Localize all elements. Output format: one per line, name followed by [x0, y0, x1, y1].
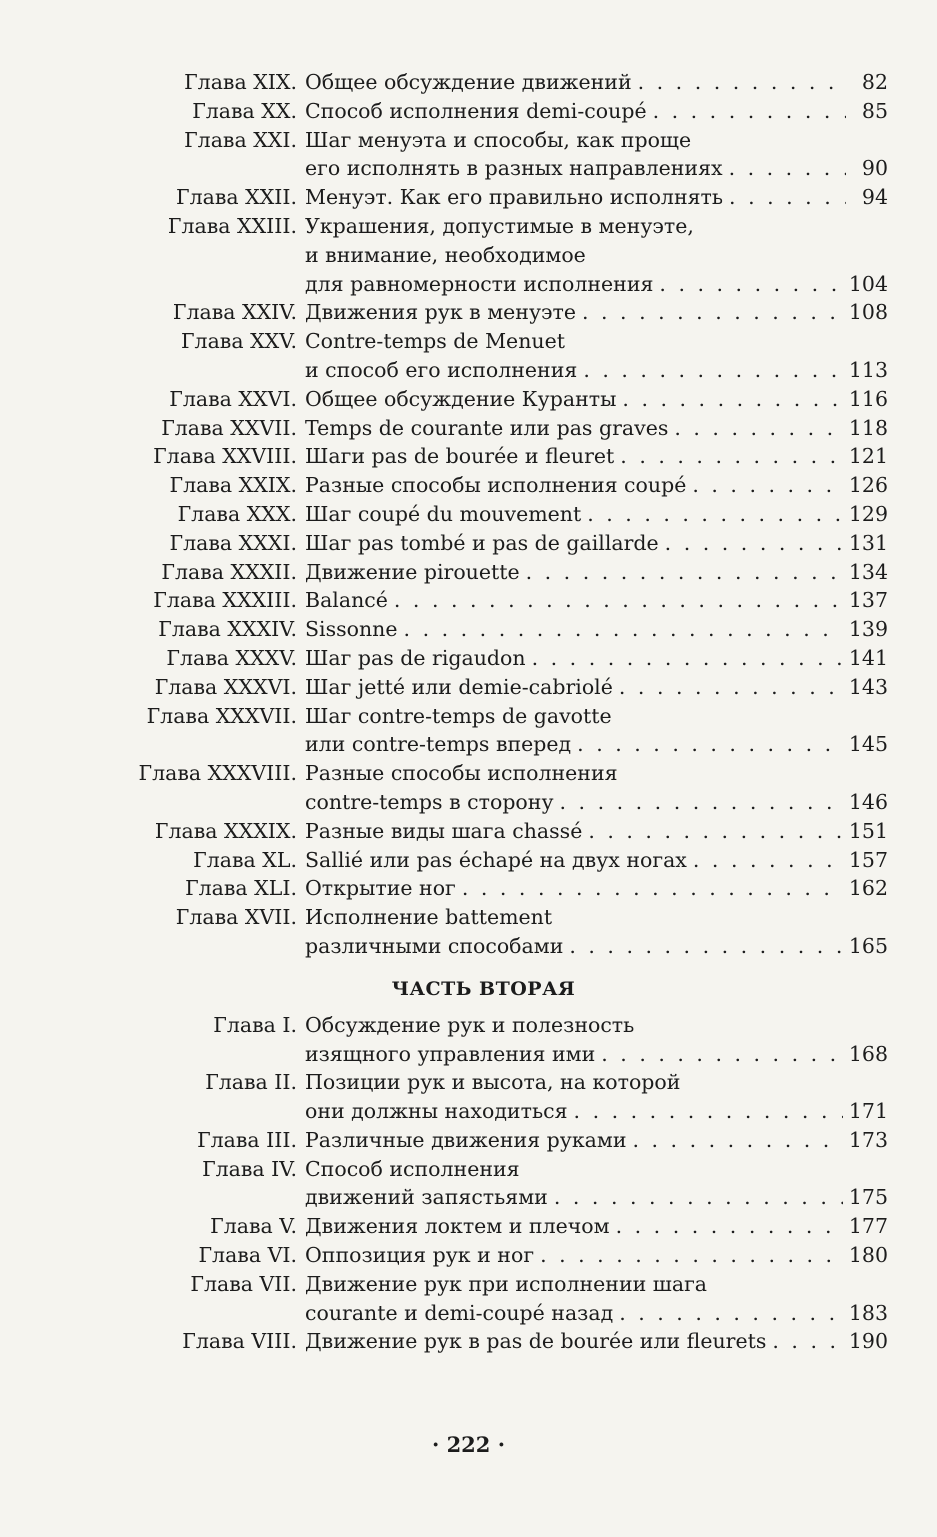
page-ref: 116	[848, 386, 888, 411]
dot-leader	[574, 1097, 843, 1126]
chapter-number: Глава XXVI.	[169, 386, 297, 411]
chapter-title-line	[305, 356, 888, 385]
chapter-title-line	[305, 1212, 888, 1241]
chapter-title-block	[305, 874, 888, 903]
page-ref: 183	[848, 1300, 888, 1325]
chapter-title-text: Движение pirouette	[305, 559, 520, 584]
chapter-title-block	[305, 1011, 888, 1069]
chapter-number: Глава XLI.	[185, 876, 297, 901]
chapter-number: Глава IV.	[202, 1156, 297, 1181]
chapter-title-text: Разные способы исполнения	[305, 761, 618, 786]
page-ref: 108	[848, 300, 888, 325]
toc-entry	[0, 586, 937, 615]
chapter-number: Глава XXXIX.	[154, 818, 297, 843]
chapter-title-text: Движения локтем и плечом	[305, 1214, 610, 1239]
chapter-title-block	[305, 1270, 888, 1328]
dot-leader	[583, 356, 843, 385]
toc-entry	[0, 529, 937, 558]
dot-leader	[674, 414, 843, 443]
chapter-title-text: Оппозиция рук и ног	[305, 1243, 535, 1268]
page-ref: 90	[861, 156, 888, 181]
page-ref: 113	[848, 357, 888, 382]
page-ref: 139	[848, 617, 888, 642]
page-ref: 165	[848, 933, 888, 958]
chapter-title-block	[305, 846, 888, 875]
chapter-number: Глава XXIII.	[167, 213, 297, 238]
chapter-title-text: Открытие ног	[305, 876, 456, 901]
dot-leader	[577, 730, 843, 759]
chapter-title-block	[305, 471, 888, 500]
dot-leader	[404, 615, 843, 644]
dot-leader	[729, 183, 846, 212]
page-ref: 151	[848, 818, 888, 843]
toc-entry	[0, 97, 937, 126]
dot-leader	[560, 788, 843, 817]
chapter-title-block	[305, 126, 888, 184]
dot-leader	[532, 644, 843, 673]
chapter-title-line	[305, 500, 888, 529]
toc-entry	[0, 874, 937, 903]
toc-entry	[0, 414, 937, 443]
chapter-title-line	[305, 1327, 888, 1356]
page-ref: 145	[848, 732, 888, 757]
toc-entry	[0, 442, 937, 471]
chapter-title-text: Исполнение battement	[305, 905, 553, 930]
chapter-title-text: Balancé	[305, 588, 388, 613]
toc-entry	[0, 1155, 937, 1213]
chapter-title-block	[305, 212, 888, 298]
chapter-title-block	[305, 586, 888, 615]
chapter-title-block	[305, 385, 888, 414]
chapter-title-line	[305, 586, 888, 615]
page-ref: 162	[848, 876, 888, 901]
chapter-title-line	[305, 442, 888, 471]
chapter-title-line	[305, 644, 888, 673]
chapter-title-line	[305, 558, 888, 587]
toc-entry	[0, 1270, 937, 1328]
page-ref: 121	[848, 444, 888, 469]
chapter-title-line	[305, 1040, 888, 1069]
chapter-title-line	[305, 903, 888, 932]
chapter-title-block	[305, 558, 888, 587]
toc-entry	[0, 1126, 937, 1155]
toc-entry	[0, 212, 937, 298]
page-ref: 134	[848, 559, 888, 584]
toc-entry	[0, 500, 937, 529]
dot-leader	[462, 874, 843, 903]
toc-part-two	[0, 1011, 937, 1357]
chapter-title-block	[305, 615, 888, 644]
chapter-title-block	[305, 183, 888, 212]
chapter-title-line	[305, 1068, 888, 1097]
chapter-title-text: Sallié или pas échapé на двух ногах	[305, 847, 687, 872]
chapter-title-line	[305, 1299, 888, 1328]
chapter-title-line	[305, 846, 888, 875]
chapter-number: Глава XXXIII.	[153, 588, 297, 613]
toc-entry	[0, 1011, 937, 1069]
chapter-title-line	[305, 183, 888, 212]
toc-entry	[0, 644, 937, 673]
chapter-title-text: contre-temps в сторону	[305, 789, 554, 814]
toc-part-one	[0, 68, 937, 961]
chapter-number: Глава XXXIV.	[158, 617, 297, 642]
chapter-title-line	[305, 529, 888, 558]
chapter-title-block	[305, 1327, 888, 1356]
chapter-title-line	[305, 154, 888, 183]
page-ref: 173	[848, 1127, 888, 1152]
chapter-title-text: Contre-temps de Menuet	[305, 329, 565, 354]
chapter-number: Глава XXVIII.	[153, 444, 297, 469]
chapter-title-block	[305, 759, 888, 817]
chapter-title-block	[305, 442, 888, 471]
toc-entry	[0, 558, 937, 587]
chapter-title-text: Шаг pas tombé и pas de gaillarde	[305, 530, 659, 555]
chapter-title-block	[305, 500, 888, 529]
dot-leader	[692, 471, 843, 500]
chapter-title-line	[305, 615, 888, 644]
toc-entry	[0, 183, 937, 212]
chapter-title-text: Шаг jetté или demie-cabriolé	[305, 674, 613, 699]
dot-leader	[569, 932, 843, 961]
toc-entry	[0, 846, 937, 875]
chapter-title-line	[305, 1241, 888, 1270]
chapter-title-line	[305, 788, 888, 817]
chapter-title-text: Различные движения руками	[305, 1127, 627, 1152]
chapter-title-line	[305, 126, 888, 155]
chapter-number: Глава XXXVI.	[154, 674, 297, 699]
chapter-title-text: Шаг coupé du mouvement	[305, 501, 582, 526]
toc-entry	[0, 1212, 937, 1241]
chapter-title-line	[305, 874, 888, 903]
page-ref: 94	[861, 185, 888, 210]
chapter-title-line	[305, 414, 888, 443]
chapter-title-text: Позиции рук и высота, на которой	[305, 1070, 681, 1095]
chapter-title-line	[305, 241, 888, 270]
dot-leader	[526, 558, 843, 587]
chapter-title-text: его исполнять в разных направлениях	[305, 156, 723, 181]
chapter-title-text: courante и demi-coupé назад	[305, 1300, 614, 1325]
page-ref: 177	[848, 1214, 888, 1239]
toc-entry	[0, 1327, 937, 1356]
chapter-title-line	[305, 1011, 888, 1040]
dot-leader	[729, 154, 846, 183]
chapter-number: Глава VIII.	[182, 1329, 297, 1354]
chapter-title-text: движений запястьями	[305, 1185, 548, 1210]
chapter-title-line	[305, 1126, 888, 1155]
chapter-title-block	[305, 1241, 888, 1270]
page-ref: 143	[848, 674, 888, 699]
chapter-number: Глава XVII.	[175, 905, 297, 930]
chapter-title-line	[305, 327, 888, 356]
chapter-title-text: Движение рук при исполнении шага	[305, 1271, 708, 1296]
chapter-title-text: Движения рук в менуэте	[305, 300, 576, 325]
chapter-title-line	[305, 817, 888, 846]
chapter-title-block	[305, 644, 888, 673]
chapter-number: Глава XXVII.	[161, 415, 297, 440]
chapter-title-text: Способ исполнения demi-coupé	[305, 98, 647, 123]
toc-entry	[0, 68, 937, 97]
page-ref: 180	[848, 1243, 888, 1268]
chapter-number: Глава XIX.	[184, 70, 297, 94]
dot-leader	[587, 500, 843, 529]
chapter-number: Глава XXXII.	[161, 559, 297, 584]
dot-leader	[554, 1183, 843, 1212]
chapter-title-text: Шаг pas de rigaudon	[305, 645, 526, 670]
chapter-number: Глава I.	[213, 1012, 297, 1037]
chapter-title-text: или contre-temps вперед	[305, 732, 572, 757]
chapter-title-block	[305, 1068, 888, 1126]
toc-entry	[0, 673, 937, 702]
chapter-title-block	[305, 529, 888, 558]
page-ref: 146	[848, 789, 888, 814]
chapter-number: Глава V.	[210, 1214, 297, 1239]
table-of-contents	[0, 68, 937, 1356]
toc-entry	[0, 385, 937, 414]
toc-entry	[0, 702, 937, 760]
dot-leader	[582, 298, 843, 327]
chapter-number: Глава XXIX.	[169, 473, 297, 498]
chapter-number: Глава XXIV.	[172, 300, 297, 325]
chapter-number: Глава XXX.	[177, 501, 297, 526]
page-ref: 141	[848, 645, 888, 670]
page-ref: 190	[848, 1329, 888, 1354]
chapter-title-block	[305, 414, 888, 443]
chapter-number: Глава XXV.	[180, 329, 297, 354]
page-ref: 82	[861, 70, 888, 94]
chapter-title-line	[305, 471, 888, 500]
dot-leader	[638, 68, 846, 97]
toc-entry	[0, 471, 937, 500]
toc-entry	[0, 903, 937, 961]
page-ref: 118	[848, 415, 888, 440]
chapter-title-text: Шаг менуэта и способы, как проще	[305, 127, 692, 152]
dot-leader	[632, 1126, 842, 1155]
chapter-number: Глава XXXI.	[169, 530, 297, 555]
chapter-title-line	[305, 730, 888, 759]
toc-entry	[0, 759, 937, 817]
chapter-title-text: Менуэт. Как его правильно исполнять	[305, 185, 724, 210]
section-title: ЧАСТЬ ВТОРАЯ	[391, 977, 576, 1000]
chapter-title-line	[305, 270, 888, 299]
dot-leader	[772, 1327, 842, 1356]
chapter-title-block	[305, 68, 888, 97]
page-ref: 131	[848, 530, 888, 555]
chapter-title-line	[305, 1270, 888, 1299]
chapter-title-line	[305, 702, 888, 731]
chapter-title-text: Шаги pas de bourée и fleuret	[305, 444, 615, 469]
page-number: · 222 ·	[431, 1432, 506, 1457]
page-ref: 104	[848, 271, 888, 296]
chapter-title-block	[305, 97, 888, 126]
chapter-title-line	[305, 932, 888, 961]
chapter-title-text: они должны находиться	[305, 1099, 568, 1124]
dot-leader	[394, 586, 843, 615]
chapter-title-text: Способ исполнения	[305, 1156, 520, 1181]
dot-leader	[653, 97, 846, 126]
chapter-title-text: Движение рук в pas de bourée или fleurets	[305, 1329, 767, 1354]
toc-entry	[0, 1068, 937, 1126]
page-ref: 175	[848, 1185, 888, 1210]
chapter-title-line	[305, 68, 888, 97]
page-ref: 129	[848, 501, 888, 526]
chapter-number: Глава XL.	[193, 847, 297, 872]
chapter-number: Глава XX.	[192, 98, 297, 123]
chapter-title-line	[305, 1155, 888, 1184]
page-ref: 85	[861, 98, 888, 123]
chapter-title-line	[305, 673, 888, 702]
chapter-number: Глава III.	[197, 1127, 297, 1152]
chapter-title-line	[305, 385, 888, 414]
chapter-title-block	[305, 1155, 888, 1213]
dot-leader	[588, 817, 843, 846]
chapter-title-text: Украшения, допустимые в менуэте,	[305, 213, 694, 238]
chapter-number: Глава VI.	[198, 1243, 297, 1268]
chapter-title-text: Обсуждение рук и полезность	[305, 1012, 635, 1037]
chapter-title-text: для равномерности исполнения	[305, 271, 654, 296]
chapter-title-block	[305, 702, 888, 760]
chapter-title-text: Разные способы исполнения coupé	[305, 473, 687, 498]
chapter-title-text: и способ его исполнения	[305, 357, 578, 382]
chapter-title-line	[305, 759, 888, 788]
toc-entry	[0, 1241, 937, 1270]
dot-leader	[622, 385, 842, 414]
dot-leader	[540, 1241, 843, 1270]
chapter-title-text: Sissonne	[305, 617, 398, 642]
chapter-title-text: Общее обсуждение движений	[305, 70, 632, 94]
chapter-title-text: Общее обсуждение Куранты	[305, 386, 617, 411]
chapter-number: Глава XXXVIII.	[138, 761, 297, 786]
chapter-title-text: Шаг contre-temps de gavotte	[305, 703, 612, 728]
chapter-title-block	[305, 1212, 888, 1241]
dot-leader	[601, 1040, 843, 1069]
chapter-title-line	[305, 298, 888, 327]
chapter-title-text: изящного управления ими	[305, 1041, 596, 1066]
chapter-number: Глава II.	[205, 1070, 297, 1095]
toc-entry	[0, 327, 937, 385]
page-ref: 171	[848, 1099, 888, 1124]
dot-leader	[619, 673, 843, 702]
chapter-title-block	[305, 298, 888, 327]
chapter-title-text: Разные виды шага chassé	[305, 818, 583, 843]
dot-leader	[659, 270, 842, 299]
toc-entry	[0, 615, 937, 644]
chapter-title-text: Temps de courante или pas graves	[305, 415, 669, 440]
chapter-title-block	[305, 673, 888, 702]
toc-entry	[0, 817, 937, 846]
chapter-number: Глава XXI.	[184, 127, 297, 152]
chapter-number: Глава XXII.	[176, 185, 297, 210]
chapter-title-block	[305, 817, 888, 846]
chapter-title-line	[305, 1183, 888, 1212]
page-ref: 126	[848, 473, 888, 498]
chapter-title-line	[305, 97, 888, 126]
page-ref: 168	[848, 1041, 888, 1066]
chapter-title-line	[305, 1097, 888, 1126]
chapter-title-text: и внимание, необходимое	[305, 242, 586, 267]
page-ref: 137	[848, 588, 888, 613]
dot-leader	[665, 529, 843, 558]
chapter-title-text: различными способами	[305, 933, 564, 958]
dot-leader	[693, 846, 843, 875]
chapter-number: Глава XXXVII.	[146, 703, 297, 728]
chapter-title-block	[305, 327, 888, 385]
dot-leader	[620, 442, 843, 471]
page-ref: 157	[848, 847, 888, 872]
chapter-number: Глава VII.	[190, 1271, 297, 1296]
toc-entry	[0, 126, 937, 184]
chapter-title-line	[305, 212, 888, 241]
toc-entry	[0, 298, 937, 327]
dot-leader	[619, 1299, 843, 1328]
chapter-number: Глава XXXV.	[166, 645, 297, 670]
chapter-title-block	[305, 1126, 888, 1155]
dot-leader	[616, 1212, 843, 1241]
chapter-title-block	[305, 903, 888, 961]
